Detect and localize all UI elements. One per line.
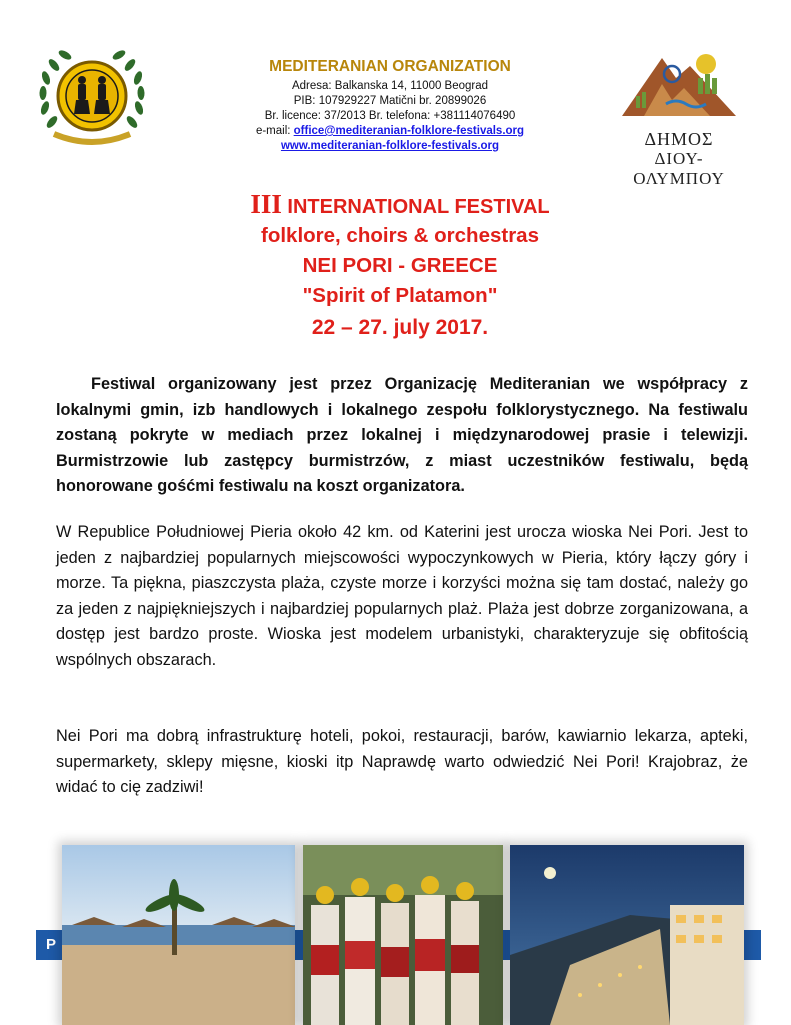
folklore-wreath-logo: [32, 44, 152, 154]
organization-header: [170, 58, 610, 154]
festival-location: NEI PORI - GREECE: [302, 254, 498, 277]
festival-motto: "Spirit of Platamon": [302, 284, 498, 307]
photo-strip-letter: P: [46, 936, 57, 953]
festival-dates: 22 – 27. july 2017.: [311, 316, 489, 339]
festival-title: [150, 190, 650, 221]
website-line: [170, 139, 610, 154]
email-link[interactable]: office@mediteranian-folklore-festivals.org: [293, 125, 525, 137]
festival-title-block: [150, 190, 650, 345]
beach-photo: [62, 845, 295, 1025]
email-line: [170, 124, 610, 139]
address-line: Adresa: Balkanska 14, 11000 Beograd: [291, 80, 489, 92]
festival-subtitle: folklore, choirs & orchestras: [261, 224, 539, 247]
website-link[interactable]: www.mediteranian-folklore-festivals.org: [280, 140, 500, 152]
location-paragraph: W Republice Południowej Pieria około 42 km. od Katerini jest urocza wioska Nei Pori. Jest to jeden z najbardziej popularnych miejscowości wypoczynkowych w Pieria, który łączy góry i morze. Ta piękna, piaszczysta plaża, czyste morze i korzyści można się tam dostać, należy go za jeden z najpiękniejszych i najbardziej popularnych plaż. Plaża jest dobrze zorganizowana, a dostęp jest bardzo proste. Wioska jest modelem urbanistyki, charakteryzuje się obfitością wspólnych obszarach.: [56, 523, 748, 669]
organization-name: MEDITERANIAN ORGANIZATION: [269, 58, 511, 75]
municipality-name: [614, 129, 744, 189]
night-coast-photo: [510, 845, 744, 1025]
municipality-line1: ΔΗΜΟΣ: [644, 129, 714, 149]
municipality-line2: ΔΙΟΥ-ΟΛΥΜΠΟΥ: [633, 149, 725, 188]
infrastructure-paragraph: Nei Pori ma dobrą infrastrukturę hoteli, pokoi, restauracji, barów, kawiarnio lekarza, apteki, supermarkety, sklepy mięsne, kioski itp Naprawdę warto odwiedzić Nei Pori! Krajobraz, że widać to cię zadziwi!: [56, 727, 748, 796]
festival-title-text: INTERNATIONAL FESTIVAL: [281, 196, 550, 218]
intro-paragraph: Festiwal organizowany jest przez Organizację Mediteranian we współpracy z lokalnymi gmin, izb handlowych i lokalnego zespołu folklorystycznego. Na festiwalu zostaną pokryte w mediach przez lokalnej i międzynarodowej prasie i telewizji. Burmistrzowie lub zastępcy burmistrzów, z miast uczestników festiwalu, będą honorowane gośćmi festiwalu na koszt organizatora.: [56, 375, 748, 495]
email-prefix: e-mail:: [255, 125, 294, 137]
licence-line: Br. licence: 37/2013 Br. telefona: +381114076490: [264, 110, 516, 122]
folk-dancers-photo: [303, 845, 503, 1025]
municipality-logo: [614, 44, 744, 188]
pib-line: PIB: 107929227 Matični br. 20899026: [293, 95, 487, 107]
festival-edition-numeral: III: [250, 189, 282, 219]
